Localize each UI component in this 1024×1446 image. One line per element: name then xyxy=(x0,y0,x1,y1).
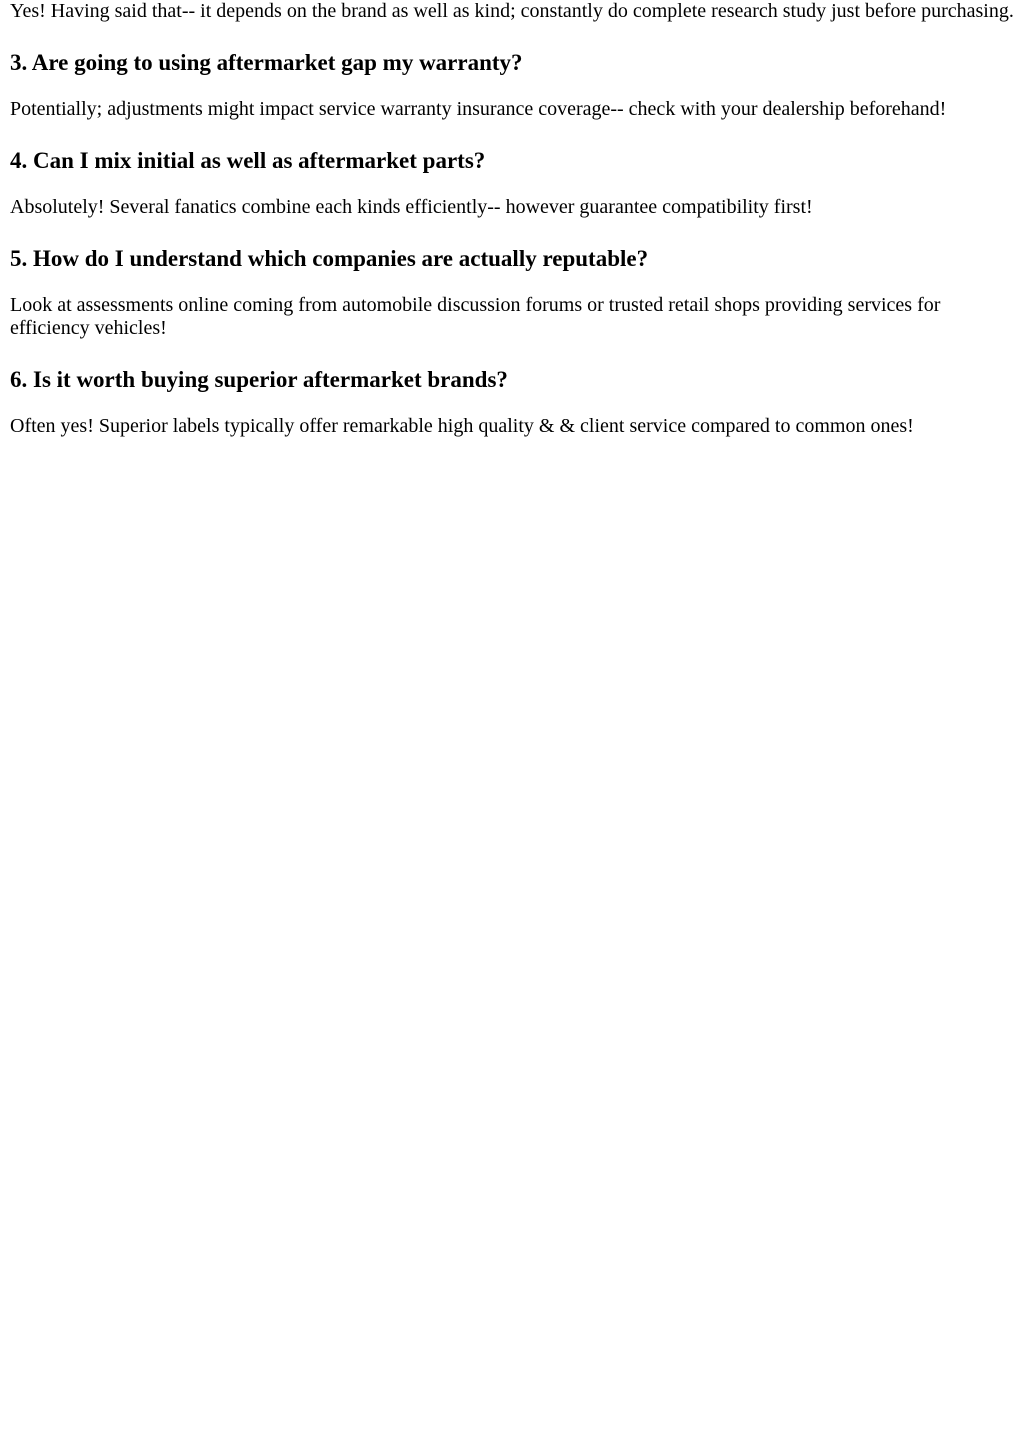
faq-answer-2: Yes! Having said that-- it depends on the brand as well as kind; constantly do complete research study just before purchasing. xyxy=(10,0,1014,22)
faq-answer-6: Often yes! Superior labels typically offer remarkable high quality & & client service compared to common ones! xyxy=(10,415,914,437)
faq-question-6: 6. Is it worth buying superior aftermarket brands? xyxy=(10,367,508,392)
faq-question-4: 4. Can I mix initial as well as aftermarket parts? xyxy=(10,148,486,173)
faq-question-3: 3. Are going to using aftermarket gap my warranty? xyxy=(10,50,523,75)
faq-question-5: 5. How do I understand which companies are actually reputable? xyxy=(10,246,649,271)
faq-document xyxy=(10,0,1014,438)
faq-answer-3: Potentially; adjustments might impact service warranty insurance coverage-- check with your dealership beforehand! xyxy=(10,98,947,120)
faq-answer-4: Absolutely! Several fanatics combine each kinds efficiently-- however guarantee compatibility first! xyxy=(10,196,813,218)
faq-answer-5: Look at assessments online coming from automobile discussion forums or trusted retail shops providing services for efficiency vehicles! xyxy=(10,294,941,339)
